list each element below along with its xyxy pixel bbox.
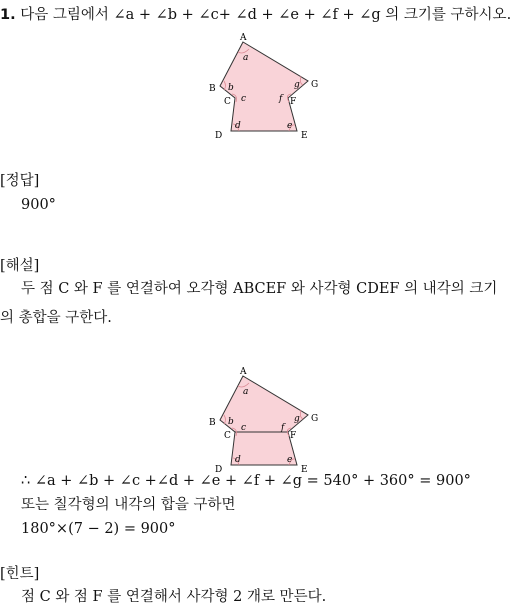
vertex-label-f: F <box>290 97 297 107</box>
angle-label-g: g <box>294 80 300 90</box>
question-line <box>0 7 511 24</box>
vertex-label-b-2: B <box>209 418 216 428</box>
solution-alt-equation: 180°×(7 − 2) = 900° <box>21 521 176 537</box>
solution-line-2: 의 총합을 구한다. <box>0 310 112 326</box>
hint-label: [힌트] <box>0 566 40 582</box>
angle-label-c-2: c <box>241 423 247 433</box>
solution-line-1: 두 점 C 와 F 를 연결하여 오각형 ABCEF 와 사각형 CDEF 의 내각의 크기 <box>21 281 498 297</box>
vertex-label-e: E <box>301 131 308 141</box>
vertex-label-e-2: E <box>301 465 308 475</box>
heptagon-figure <box>205 30 325 142</box>
angle-label-a: a <box>243 53 249 63</box>
vertex-label-a-2: A <box>240 367 247 377</box>
vertex-label-d: D <box>215 131 223 141</box>
answer-label: [정답] <box>0 173 40 189</box>
angle-label-g-2: g <box>294 414 300 424</box>
hint-text: 점 C 와 점 F 를 연결해서 사각형 2 개로 만든다. <box>21 589 327 605</box>
vertex-label-c-2: C <box>224 431 231 441</box>
angle-label-d-2: d <box>235 455 241 465</box>
vertex-label-c: C <box>224 97 231 107</box>
angle-label-b: b <box>228 83 234 93</box>
angle-label-d: d <box>235 121 241 131</box>
answer-value: 900° <box>21 197 56 213</box>
vertex-label-g: G <box>311 80 319 90</box>
vertex-label-a: A <box>240 33 247 43</box>
question-number: 1. <box>0 7 16 23</box>
solution-equation: ∴ ∠a + ∠b + ∠c +∠d + ∠e + ∠f + ∠g = 540° + 360° = 900° <box>21 473 471 489</box>
vertex-label-f-2: F <box>290 431 297 441</box>
solution-label: [해설] <box>0 258 40 274</box>
angle-label-a-2: a <box>243 387 249 397</box>
vertex-label-d-2: D <box>215 465 223 475</box>
angle-label-f-2: f <box>281 423 285 433</box>
heptagon-figure-divided <box>205 364 325 476</box>
angle-label-e-2: e <box>287 455 293 465</box>
angle-label-b-2: b <box>228 417 234 427</box>
angle-label-e: e <box>287 121 293 131</box>
angle-label-c: c <box>241 94 247 104</box>
question-text: 다음 그림에서 ∠a + ∠b + ∠c+ ∠d + ∠e + ∠f + ∠g 의 크기를 구하시오. <box>20 7 512 23</box>
solution-alt-text: 또는 칠각형의 내각의 합을 구하면 <box>21 497 236 513</box>
angle-label-f: f <box>279 94 283 104</box>
vertex-label-b: B <box>209 84 216 94</box>
vertex-label-g-2: G <box>311 414 319 424</box>
